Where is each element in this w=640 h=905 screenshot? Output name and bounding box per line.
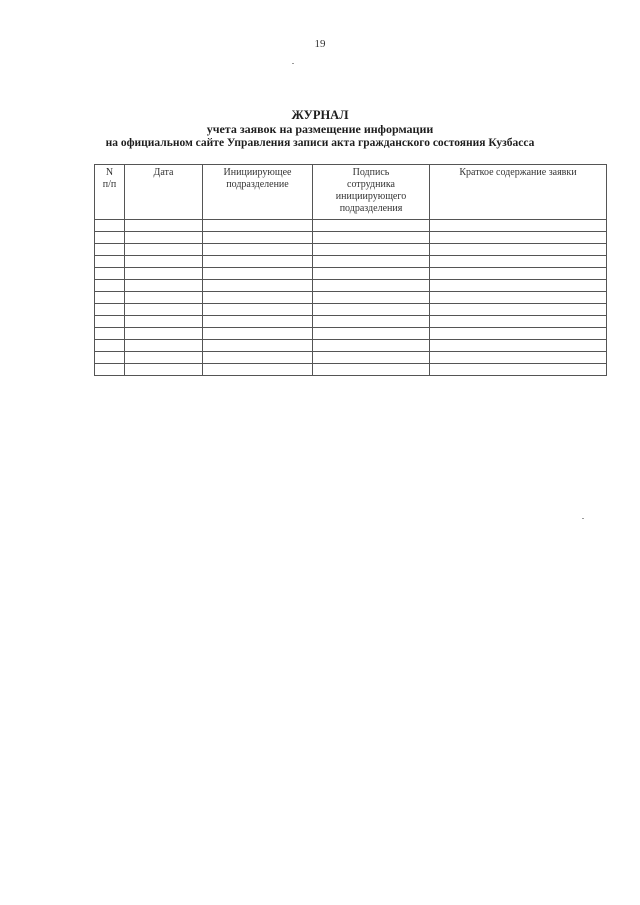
table-cell [203,232,313,244]
table-cell [125,316,203,328]
table-cell [95,280,125,292]
table-cell [313,232,430,244]
table-row [95,256,607,268]
table-cell [313,316,430,328]
table-row [95,364,607,376]
table-cell [203,268,313,280]
table-row [95,244,607,256]
table-cell [95,232,125,244]
table-cell [125,244,203,256]
table-row [95,316,607,328]
table-cell [430,220,607,232]
table-cell [313,364,430,376]
table-cell [125,292,203,304]
table-cell [203,316,313,328]
journal-title: ЖУРНАЛ [291,108,349,122]
table-cell [125,328,203,340]
column-header-initiating-department: Инициирующее подразделение [203,165,313,220]
table-cell [95,244,125,256]
table-cell [95,220,125,232]
table-cell [95,268,125,280]
table-row [95,220,607,232]
table-cell [430,280,607,292]
column-header-request-summary: Краткое содержание заявки [430,165,607,220]
table-cell [430,268,607,280]
table-cell [95,352,125,364]
table-cell [430,232,607,244]
table-row [95,280,607,292]
table-cell [313,220,430,232]
table-row [95,340,607,352]
journal-subtitle-line1: учета заявок на размещение информации [206,122,434,136]
table-cell [125,304,203,316]
table-cell [313,292,430,304]
table-cell [430,328,607,340]
scan-speck [292,63,294,64]
table-cell [95,328,125,340]
table-cell [125,268,203,280]
table-cell [125,220,203,232]
table-cell [203,292,313,304]
journal-table [94,164,607,376]
table-cell [313,256,430,268]
table-cell [313,280,430,292]
journal-subtitle-line2: на официальном сайте Управления записи акта гражданского состояния Кузбасса [105,137,535,149]
table-cell [125,280,203,292]
table-cell [203,340,313,352]
table-row [95,232,607,244]
column-header-number: N п/п [95,165,125,220]
table-cell [203,304,313,316]
table-cell [430,316,607,328]
table-cell [203,352,313,364]
table-cell [430,304,607,316]
table-cell [125,364,203,376]
journal-title-block [0,108,640,150]
table-cell [430,244,607,256]
table-cell [430,364,607,376]
table-cell [313,304,430,316]
column-header-signature: Подпись сотрудника инициирующего подразделения [313,165,430,220]
table-cell [430,292,607,304]
table-row [95,304,607,316]
table-cell [203,244,313,256]
scan-speck [582,518,584,519]
table-cell [125,352,203,364]
table-header-row [95,165,607,220]
table-cell [313,268,430,280]
table-cell [203,256,313,268]
table-cell [95,304,125,316]
table-cell [125,340,203,352]
page-number: 19 [314,38,326,50]
table-cell [430,352,607,364]
table-body [95,220,607,376]
table-cell [125,232,203,244]
table-cell [203,220,313,232]
table-cell [95,256,125,268]
table-row [95,268,607,280]
table-cell [430,340,607,352]
table-row [95,292,607,304]
table-cell [95,316,125,328]
table-row [95,328,607,340]
table-cell [203,280,313,292]
table-cell [430,256,607,268]
table-cell [313,352,430,364]
table-cell [203,328,313,340]
table-cell [95,340,125,352]
table-cell [125,256,203,268]
table-cell [203,364,313,376]
table-cell [313,340,430,352]
table-cell [95,292,125,304]
table-cell [313,244,430,256]
table-row [95,352,607,364]
table-cell [313,328,430,340]
table-cell [95,364,125,376]
column-header-date: Дата [125,165,203,220]
